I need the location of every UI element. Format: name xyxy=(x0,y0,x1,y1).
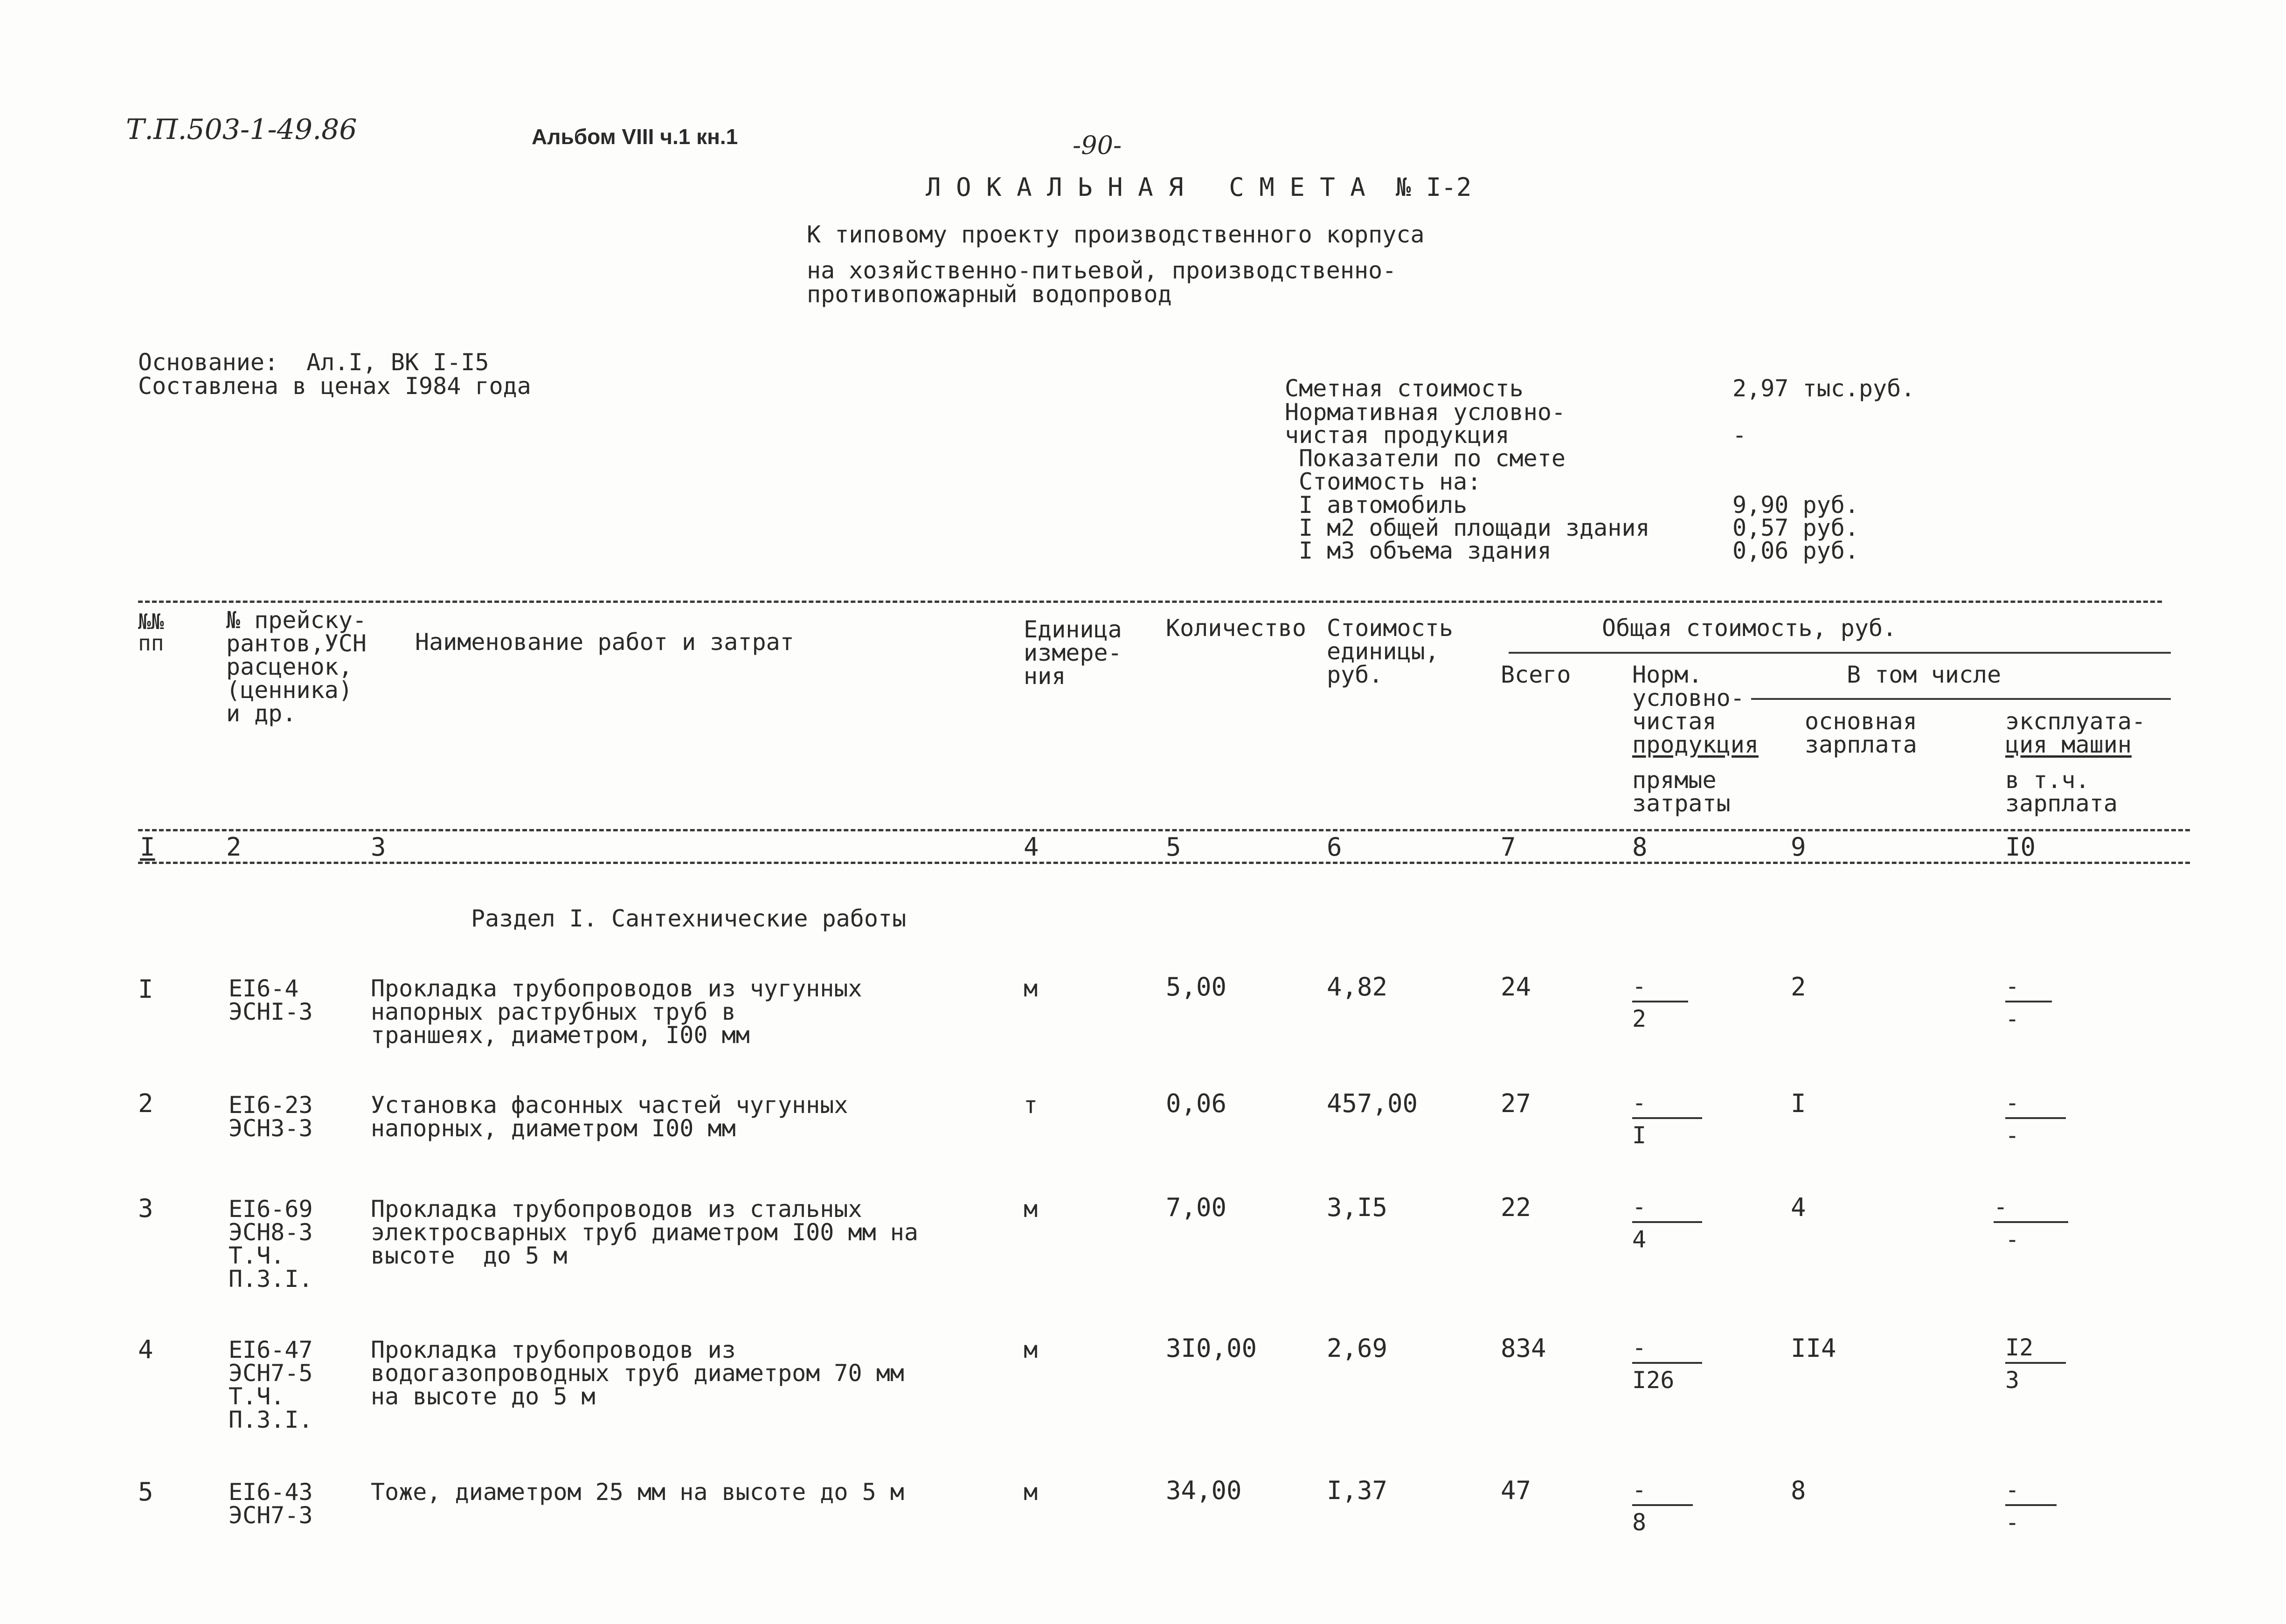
row-col8-fraction xyxy=(1632,1478,1697,1539)
row-code: П.3.I. xyxy=(229,1406,313,1433)
row-code: EI6-47 xyxy=(229,1336,313,1363)
row-quantity: 5,00 xyxy=(1166,972,1227,1002)
row-code: П.3.I. xyxy=(229,1265,313,1292)
header-col-4-line: ния xyxy=(1024,663,1066,690)
fraction-bar xyxy=(2005,1362,2066,1364)
summary-value: 9,90 руб. xyxy=(1732,491,1859,518)
row-col10-fraction xyxy=(2005,1091,2075,1152)
row-col10-fraction xyxy=(1994,1195,2073,1256)
header-col-2-line: рантов,УСН xyxy=(226,630,367,657)
summary-label: чистая продукция xyxy=(1285,422,1510,449)
col8-top: - xyxy=(1632,973,1647,1000)
row-number: 2 xyxy=(138,1089,153,1118)
row-unit-price: 4,82 xyxy=(1327,972,1388,1002)
row-name-line: Тоже, диаметром 25 мм на высоте до 5 м xyxy=(371,1479,904,1506)
header-col-6-line: руб. xyxy=(1327,661,1383,688)
header-col-2-line: расценок, xyxy=(226,653,353,680)
page-number: -90- xyxy=(1073,131,1122,160)
row-quantity: 7,00 xyxy=(1166,1193,1227,1222)
row-code: EI6-4 xyxy=(229,975,299,1002)
summary-label: Стоимость на: xyxy=(1299,468,1482,495)
col8-bottom: 2 xyxy=(1632,1005,1647,1032)
row-name-line: водогазопроводных труб диаметром 70 мм xyxy=(371,1360,904,1387)
summary-label: Сметная стоимость xyxy=(1285,375,1524,402)
header-col-3: Наименование работ и затрат xyxy=(415,629,794,656)
row-quantity: 3I0,00 xyxy=(1166,1334,1257,1363)
column-number: I0 xyxy=(2005,832,2036,862)
col8-top: - xyxy=(1632,1334,1647,1361)
title-line-1: К типовому проекту производственного корпуса xyxy=(807,221,1425,248)
header-col-1-line: №№ xyxy=(138,609,164,634)
row-name-line: напорных раструбных труб в xyxy=(371,998,736,1025)
row-name-line: на высоте до 5 м xyxy=(371,1383,596,1410)
row-number: 5 xyxy=(138,1477,153,1507)
row-code: ЭСН7-5 xyxy=(229,1360,313,1387)
header-col-8-line: чистая xyxy=(1632,708,1717,735)
fraction-bar xyxy=(1632,1362,1702,1364)
row-unit: т xyxy=(1024,1092,1038,1119)
section-title: Раздел I. Сантехнические работы xyxy=(471,905,907,932)
summary-label: I м2 общей площади здания xyxy=(1299,514,1650,541)
row-total: 24 xyxy=(1501,972,1531,1002)
row-code: EI6-23 xyxy=(229,1092,313,1119)
col10-top: - xyxy=(1994,1193,2008,1220)
header-col-4-line: измере- xyxy=(1024,639,1122,666)
row-code: ЭСН7-3 xyxy=(229,1502,313,1529)
row-code: EI6-43 xyxy=(229,1479,313,1506)
col8-top: - xyxy=(1632,1476,1647,1503)
summary-label: Нормативная условно- xyxy=(1285,399,1566,426)
col10-bottom: - xyxy=(2005,1005,2020,1032)
col10-top: - xyxy=(2005,973,2020,1000)
row-total: 27 xyxy=(1501,1089,1531,1118)
row-name-line: напорных, диаметром I00 мм xyxy=(371,1115,736,1142)
header-bottom-rule xyxy=(138,829,2190,831)
row-name-line: Прокладка трубопроводов из чугунных xyxy=(371,975,862,1002)
table-top-rule xyxy=(138,601,2162,603)
header-col-6-line: единицы, xyxy=(1327,638,1439,665)
row-col10-fraction xyxy=(2005,1336,2075,1396)
row-code: EI6-69 xyxy=(229,1196,313,1223)
incl-group-rule xyxy=(1751,698,2171,700)
row-col8-fraction xyxy=(1632,1091,1707,1152)
header-col-9-line: основная xyxy=(1805,708,1917,735)
row-name-line: Прокладка трубопроводов из стальных xyxy=(371,1196,862,1223)
row-name-line: Установка фасонных частей чугунных xyxy=(371,1092,848,1119)
row-unit: м xyxy=(1024,1479,1038,1506)
header-col-10-bottom: в т.ч. xyxy=(2005,767,2090,794)
handwritten-document-code: Т.П.503-1-49.86 xyxy=(126,113,357,146)
fraction-bar xyxy=(2005,1001,2052,1002)
header-incl-group: В том числе xyxy=(1847,661,2002,688)
row-unit-price: 457,00 xyxy=(1327,1089,1418,1118)
row-code: ЭСН3-3 xyxy=(229,1115,313,1142)
header-col-4-line: Единица xyxy=(1024,616,1122,643)
header-col-6-line: Стоимость xyxy=(1327,615,1453,642)
row-col10-fraction xyxy=(2005,974,2066,1035)
row-total: 834 xyxy=(1501,1334,1546,1363)
row-name-line: траншеях, диаметром, I00 мм xyxy=(371,1022,750,1049)
column-number: 8 xyxy=(1632,832,1648,862)
header-col-8-line: условно- xyxy=(1632,684,1745,712)
col10-bottom: - xyxy=(2005,1226,2020,1253)
row-col8-fraction xyxy=(1632,1336,1707,1396)
row-code: Т.Ч. xyxy=(229,1383,285,1410)
fraction-bar xyxy=(2005,1504,2057,1506)
header-col-2-line: № прейску- xyxy=(226,607,367,634)
row-name-line: электросварных труб диаметром I00 мм на xyxy=(371,1219,918,1246)
album-label: Альбом VIII ч.1 кн.1 xyxy=(532,124,738,149)
column-number: 4 xyxy=(1024,832,1039,862)
basis-line-2: Составлена в ценах I984 года xyxy=(138,373,531,400)
row-wage: II4 xyxy=(1791,1334,1836,1363)
header-col-8-bottom: затраты xyxy=(1632,790,1731,817)
row-unit-price: I,37 xyxy=(1327,1476,1388,1505)
fraction-bar xyxy=(1994,1221,2068,1223)
row-col8-fraction xyxy=(1632,1195,1707,1256)
col10-top: I2 xyxy=(2005,1334,2034,1361)
row-number: 3 xyxy=(138,1194,153,1223)
row-unit-price: 3,I5 xyxy=(1327,1193,1388,1222)
row-code: ЭСНI-3 xyxy=(229,998,313,1025)
row-unit: м xyxy=(1024,1336,1038,1363)
row-wage: 8 xyxy=(1791,1476,1806,1505)
row-wage: 4 xyxy=(1791,1193,1806,1222)
row-quantity: 34,00 xyxy=(1166,1476,1242,1505)
summary-label: Показатели по смете xyxy=(1299,445,1566,472)
summary-value: 0,06 руб. xyxy=(1732,537,1859,564)
summary-value: 2,97 тыс.руб. xyxy=(1732,375,1915,402)
basis-line-1: Основание: Ал.I, ВК I-I5 xyxy=(138,349,489,376)
row-code: ЭСН8-3 xyxy=(229,1219,313,1246)
fraction-bar xyxy=(1632,1221,1702,1223)
col10-bottom: 3 xyxy=(2005,1367,2020,1394)
column-number: 6 xyxy=(1327,832,1342,862)
col10-bottom: - xyxy=(2005,1122,2020,1149)
title-line-3: противопожарный водопровод xyxy=(807,281,1172,308)
header-col-10-bottom: зарплата xyxy=(2005,790,2118,817)
column-numbers-rule xyxy=(138,862,2190,864)
row-col10-fraction xyxy=(2005,1478,2066,1539)
header-col-10-line: ция машин xyxy=(2005,731,2132,758)
col8-top: - xyxy=(1632,1193,1647,1220)
col8-bottom: 8 xyxy=(1632,1509,1647,1536)
col8-bottom: I26 xyxy=(1632,1367,1675,1394)
row-number: 4 xyxy=(138,1335,153,1364)
col10-top: - xyxy=(2005,1476,2020,1503)
row-number: I xyxy=(138,974,153,1004)
row-wage: 2 xyxy=(1791,972,1806,1002)
summary-value: - xyxy=(1732,422,1747,449)
title-line-2: на хозяйственно-питьевой, производственно- xyxy=(807,257,1397,284)
summary-label: I автомобиль xyxy=(1299,491,1468,518)
header-col-5: Количество xyxy=(1166,615,1307,642)
header-col-10-line: эксплуата- xyxy=(2005,708,2146,735)
fraction-bar xyxy=(1632,1504,1693,1506)
column-number: 2 xyxy=(226,832,242,862)
document-title: Л О К А Л Ь Н А Я С М Е Т А № I-2 xyxy=(926,173,1472,202)
header-col-8-line: продукция xyxy=(1632,731,1759,758)
header-col-2-line: (ценника) xyxy=(226,677,353,704)
column-number: 3 xyxy=(371,832,386,862)
header-col-9-line: зарплата xyxy=(1805,731,1917,758)
column-number: I xyxy=(140,832,155,862)
row-col8-fraction xyxy=(1632,974,1693,1035)
header-col-8-bottom: прямые xyxy=(1632,767,1717,794)
row-wage: I xyxy=(1791,1089,1806,1118)
row-code: Т.Ч. xyxy=(229,1242,285,1269)
row-name-line: Прокладка трубопроводов из xyxy=(371,1336,736,1363)
row-quantity: 0,06 xyxy=(1166,1089,1227,1118)
header-total-group: Общая стоимость, руб. xyxy=(1602,615,1897,642)
row-unit: м xyxy=(1024,975,1038,1002)
column-number: 5 xyxy=(1166,832,1181,862)
total-group-rule xyxy=(1509,652,2171,654)
col8-top: - xyxy=(1632,1089,1647,1116)
fraction-bar xyxy=(1632,1117,1702,1119)
col8-bottom: 4 xyxy=(1632,1226,1647,1253)
row-total: 22 xyxy=(1501,1193,1531,1222)
header-col-2-line: и др. xyxy=(226,700,297,727)
col8-bottom: I xyxy=(1632,1122,1647,1149)
row-unit-price: 2,69 xyxy=(1327,1334,1388,1363)
column-number: 7 xyxy=(1501,832,1516,862)
header-col-7: Всего xyxy=(1501,661,1571,688)
header-col-8-line: Норм. xyxy=(1632,661,1703,688)
row-unit: м xyxy=(1024,1196,1038,1223)
column-number: 9 xyxy=(1791,832,1806,862)
col10-bottom: - xyxy=(2005,1509,2020,1536)
summary-value: 0,57 руб. xyxy=(1732,514,1859,541)
fraction-bar xyxy=(2005,1117,2066,1119)
summary-label: I м3 объема здания xyxy=(1299,537,1552,564)
col10-top: - xyxy=(2005,1089,2020,1116)
header-col-1-line: пп xyxy=(138,630,164,656)
row-name-line: высоте до 5 м xyxy=(371,1242,568,1269)
row-total: 47 xyxy=(1501,1476,1531,1505)
fraction-bar xyxy=(1632,1001,1688,1002)
